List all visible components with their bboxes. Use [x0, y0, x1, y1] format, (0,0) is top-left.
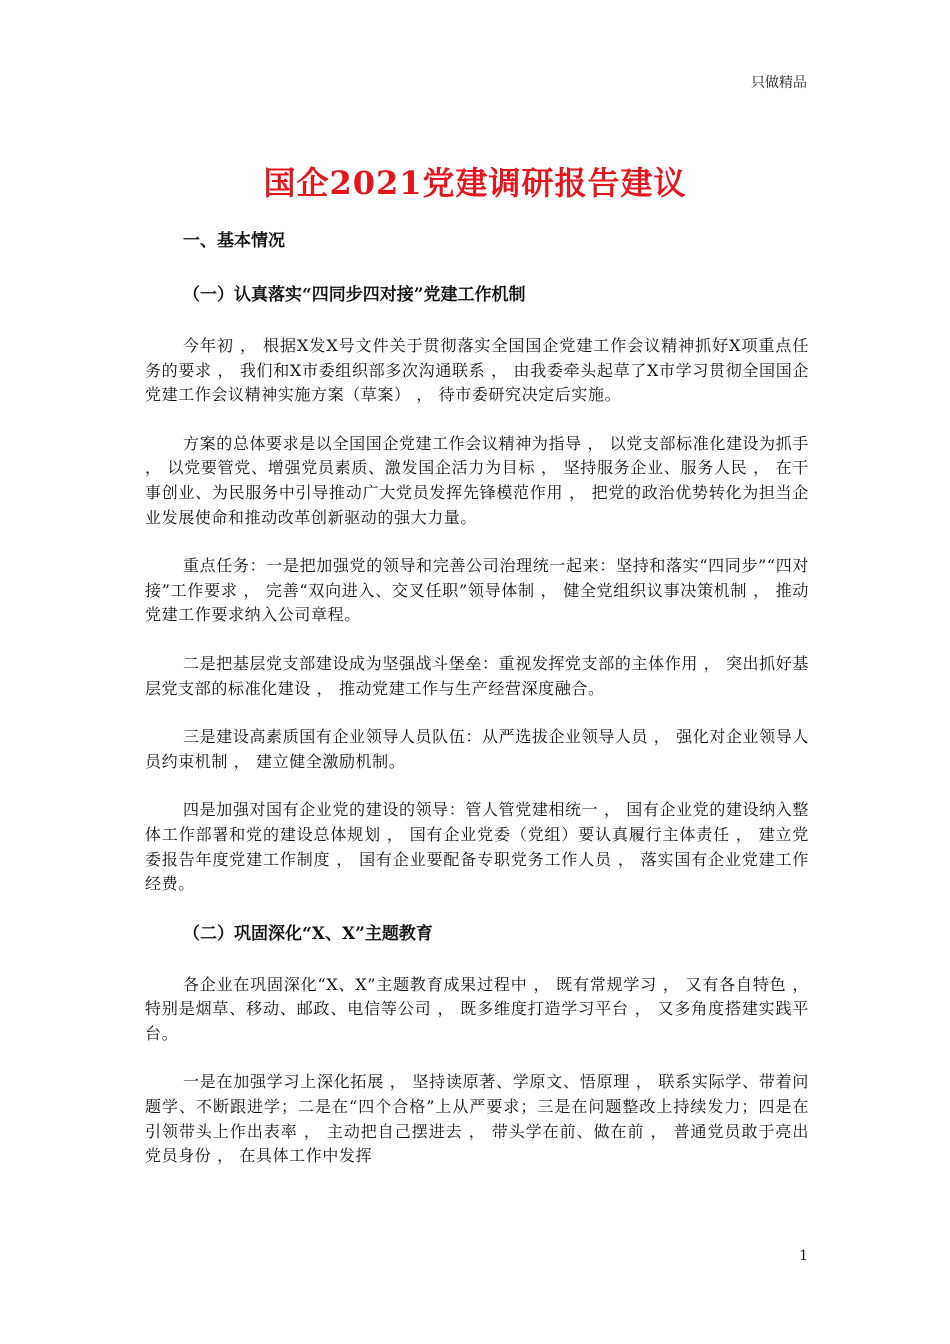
paragraph: 重点任务：一是把加强党的领导和完善公司治理统一起来：坚持和落实“四同步”“四对接”工作要求 ， 完善“双向进入、交叉任职”领导体制 ， 健全党组织议事决策机制 ， 推动党建工作要求纳入公司章程。	[145, 556, 809, 625]
paragraph: 一是在加强学习上深化拓展 ， 坚持读原著、学原文、悟原理 ， 联系实际学、带着问题学、不断跟进学；二是在“四个合格”上从严要求；三是在问题整改上持续发力；四是在引领带头上作出表率 ， 主动把自己摆进去 ， 带头学在前、做在前 ， 普通党员敢于亮出党员身份 ， 在具体工作中发挥	[145, 1072, 809, 1166]
paragraph: 各企业在巩固深化“X、X”主题教育成果过程中 ， 既有常规学习 ， 又有各自特色 ， 特别是烟草、移动、邮政、电信等公司 ， 既多维度打造学习平台 ， 又多角度搭建实践平台。	[145, 974, 809, 1043]
subsection-heading-1: （一）认真落实“四同步四对接”党建工作机制	[183, 285, 526, 305]
section-heading-basic-situation: 一、基本情况	[183, 231, 285, 251]
document-body	[145, 228, 809, 1193]
paragraph: 方案的总体要求是以全国国企党建工作会议精神为指导 ， 以党支部标准化建设为抓手 ， 以党要管党、增强党员素质、激发国企活力为目标 ， 坚持服务企业、服务人民 ， 在干事创业、为民服务中引导推动广大党员发挥先锋模范作用 ， 把党的政治优势转化为担当企业发展使命和推动改革创新驱动的强大力量。	[145, 433, 809, 527]
page-number: 1	[799, 1248, 808, 1264]
paragraph: 今年初 ， 根据X发X号文件关于贯彻落实全国国企党建工作会议精神抓好X项重点任务的要求 ， 我们和X市委组织部多次沟通联系 ， 由我委牵头起草了X市学习贯彻全国国企党建工作会议精神实施方案（草案） ， 待市委研究决定后实施。	[145, 336, 809, 405]
paragraph: 三是建设高素质国有企业领导人员队伍：从严选拔企业领导人员 ， 强化对企业领导人员约束机制 ， 建立健全激励机制。	[145, 727, 809, 771]
subsection-heading-2: （二）巩固深化“X、X”主题教育	[183, 923, 433, 944]
paragraph: 四是加强对国有企业党的建设的领导：管人管党建相统一 ， 国有企业党的建设纳入整体工作部署和党的建设总体规划 ， 国有企业党委（党组）要认真履行主体责任 ， 建立党委报告年度党建工作制度 ， 国有企业要配备专职党务工作人员 ， 落实国有企业党建工作经费。	[145, 800, 809, 894]
document-title: 国企2021党建调研报告建议	[263, 164, 687, 202]
header-note: 只做精品	[751, 75, 807, 91]
paragraph: 二是把基层党支部建设成为坚强战斗堡垒：重视发挥党支部的主体作用 ， 突出抓好基层党支部的标准化建设 ， 推动党建工作与生产经营深度融合。	[145, 653, 809, 698]
